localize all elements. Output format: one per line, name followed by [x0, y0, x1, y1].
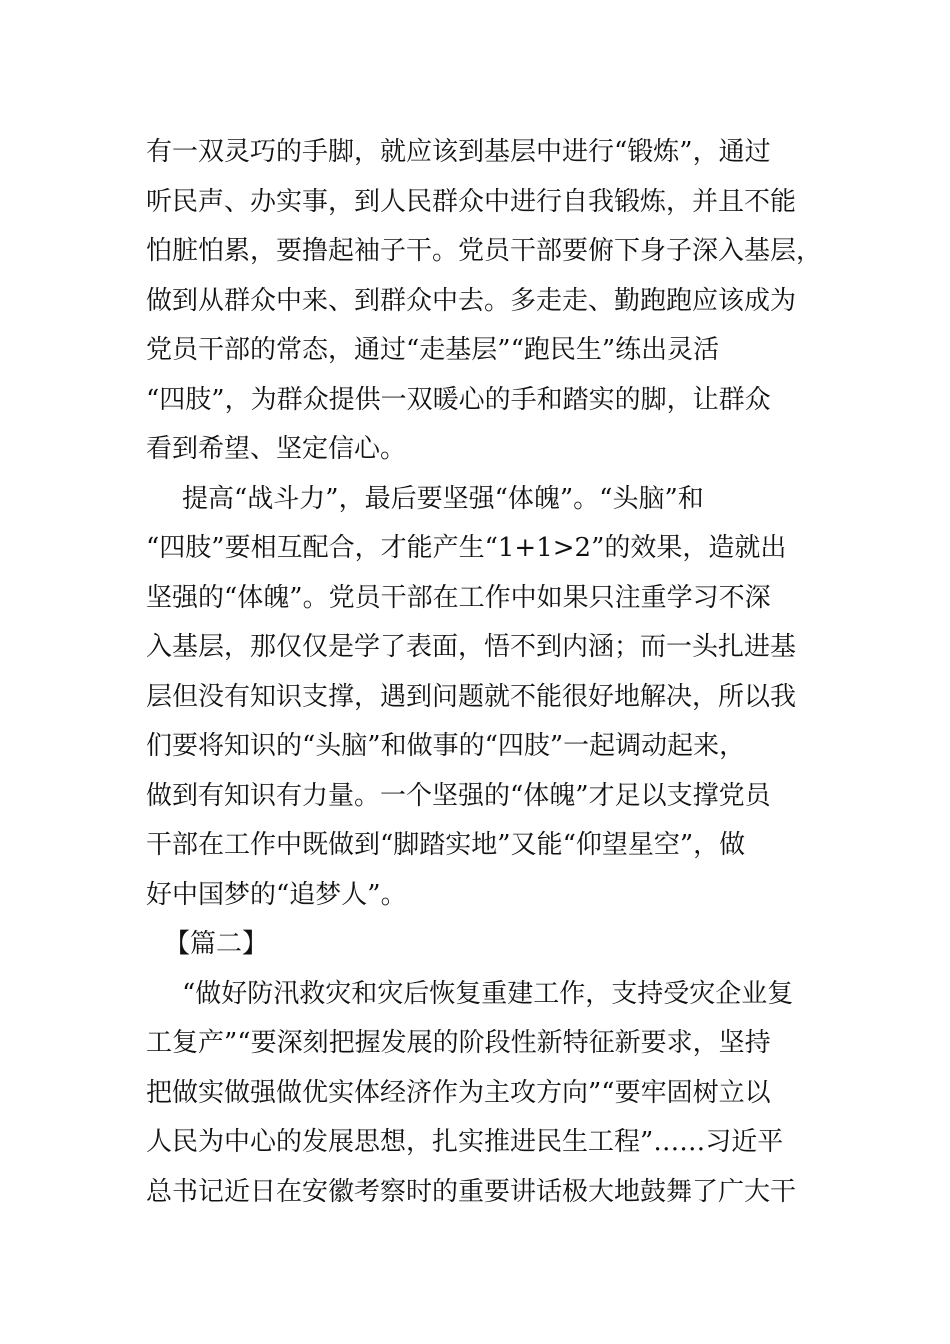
text-line: 层但没有知识支撑，遇到问题就不能很好地解决，所以我 — [146, 681, 797, 712]
text-line: 党员干部的常态，通过“走基层”“跑民生”练出灵活 — [146, 335, 720, 365]
paragraph-start-line: 提高“战斗力”，最后要坚强“体魄”。“头脑”和 — [182, 483, 704, 514]
text-line: 入基层，那仅仅是学了表面，悟不到内涵；而一头扎进基 — [146, 632, 797, 662]
text-line: 总书记近日在安徽考察时的重要讲话极大地鼓舞了广大干 — [146, 1176, 797, 1207]
text-line: “四肢”要相互配合，才能产生“1+1>2”的效果，造就出 — [146, 533, 787, 563]
text-line: 做到有知识有力量。一个坚强的“体魄”才足以支撑党员 — [146, 780, 771, 811]
text-line: 坚强的“体魄”。党员干部在工作中如果只注重学习不深 — [146, 582, 771, 613]
text-line: 干部在工作中既做到“脚踏实地”又能“仰望星空”，做 — [146, 830, 746, 860]
text-line: 把做实做强做优实体经济作为主攻方向”“要牢固树立以 — [146, 1077, 771, 1108]
text-line: 们要将知识的“头脑”和做事的“四肢”一起调动起来， — [146, 731, 746, 761]
section-heading: 【篇二】 — [164, 929, 269, 959]
text-line: 好中国梦的“追梦人”。 — [146, 879, 407, 910]
text-line: 做到从群众中来、到群众中去。多走走、勤跑跑应该成为 — [146, 285, 797, 316]
paragraph-start-line: “做好防汛救灾和灾后恢复重建工作，支持受灾企业复 — [182, 978, 794, 1009]
text-line: 怕脏怕累，要撸起袖子干。党员干部要俯下身子深入基层， — [146, 236, 823, 266]
text-line: 看到希望、坚定信心。 — [146, 434, 407, 464]
text-line: 有一双灵巧的手脚，就应该到基层中进行“锻炼”，通过 — [146, 137, 771, 167]
text-line: 听民声、办实事，到人民群众中进行自我锻炼，并且不能 — [146, 186, 797, 217]
document-body — [146, 128, 823, 1217]
text-line: 工复产”“要深刻把握发展的阶段性新特征新要求，坚持 — [146, 1028, 771, 1058]
text-line: 人民为中心的发展思想，扎实推进民生工程”……习近平 — [146, 1127, 784, 1157]
text-line: “四肢”，为群众提供一双暖心的手和踏实的脚，让群众 — [146, 384, 771, 415]
